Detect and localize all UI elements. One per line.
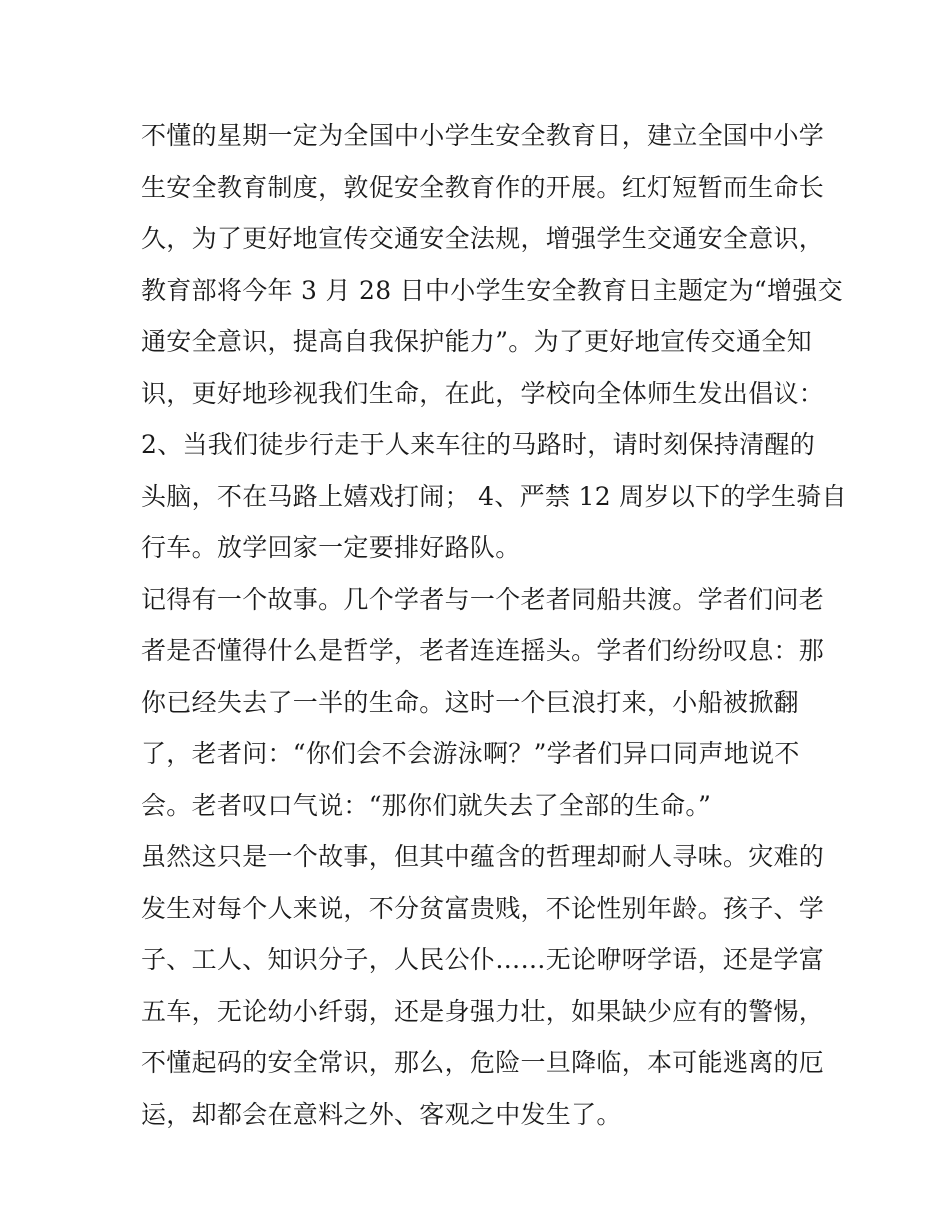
text-line: 2、当我们徒步行走于人来车往的马路时，请时刻保持清醒的	[141, 430, 816, 459]
text-line: 者是否懂得什么是哲学，老者连连摇头。学者们纷纷叹息：那	[141, 636, 825, 665]
text-line: 头脑，不在马路上嬉戏打闹； 4、严禁 12 周岁以下的学生骑自	[141, 481, 847, 511]
text-line: 生安全教育制度，敦促安全教育作的开展。红灯短暂而生命长	[141, 172, 825, 202]
text-line: 五车，无论幼小纤弱，还是身强力壮，如果缺少应有的警惕，	[141, 996, 825, 1026]
text-line: 会。老者叹口气说：“那你们就失去了全部的生命。”	[141, 790, 712, 820]
text-line: 识，更好地珍视我们生命，在此，学校向全体师生发出倡议：	[141, 378, 825, 408]
text-line: 行车。放学回家一定要排好路队。	[141, 533, 521, 562]
text-line: 久，为了更好地宣传交通安全法规，增强学生交通安全意识，	[141, 224, 825, 253]
text-line: 不懂的星期一定为全国中小学生安全教育日，建立全国中小学	[141, 121, 825, 150]
text-line: 教育部将今年 3 月 28 日中小学生安全教育日主题定为“增强交	[141, 275, 843, 305]
text-line: 发生对每个人来说，不分贫富贵贱，不论性别年龄。孩子、学	[141, 893, 825, 923]
text-line: 记得有一个故事。几个学者与一个老者同船共渡。学者们问老	[141, 584, 825, 614]
text-line: 不懂起码的安全常识，那么，危险一旦降临，本可能逃离的厄	[141, 1048, 825, 1077]
text-line: 虽然这只是一个故事，但其中蕴含的哲理却耐人寻味。灾难的	[141, 842, 825, 871]
text-line: 子、工人、知识分子，人民公仆……无论咿呀学语，还是学富	[141, 945, 825, 974]
text-line: 了，老者问：“你们会不会游泳啊？”学者们异口同声地说不	[141, 739, 800, 768]
document-body	[141, 110, 847, 1140]
text-line: 运，却都会在意料之外、客观之中发生了。	[141, 1099, 622, 1129]
text-line: 你已经失去了一半的生命。这时一个巨浪打来，小船被掀翻	[141, 687, 799, 717]
text-line: 通安全意识，提高自我保护能力”。为了更好地宣传交通全知	[141, 327, 812, 356]
